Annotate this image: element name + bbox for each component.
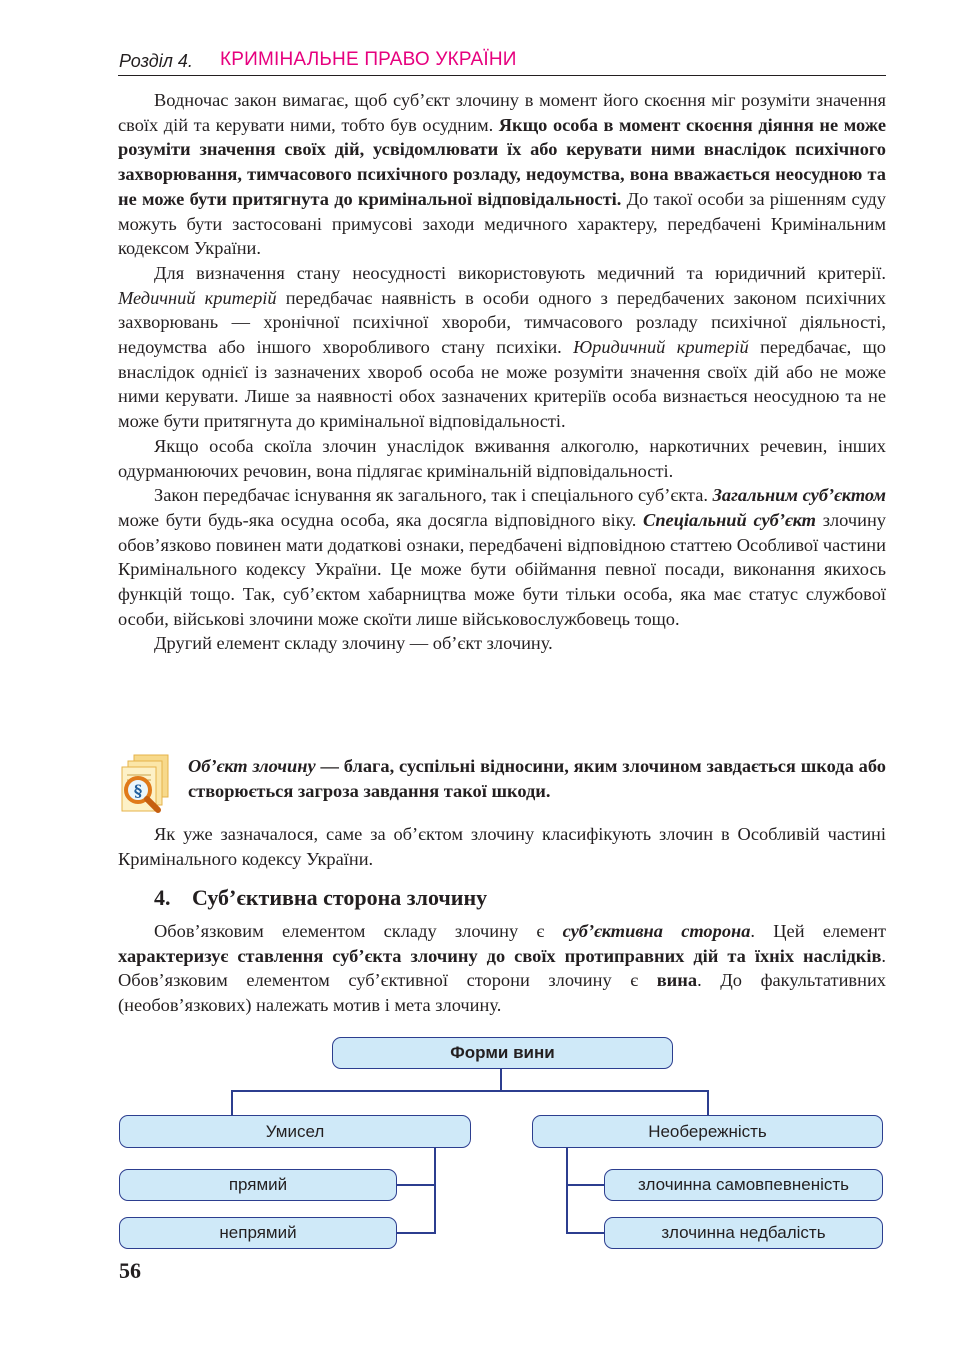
bold-italic-term: суб’єктивна сторона [562, 921, 751, 941]
connector-line [566, 1232, 605, 1234]
diagram-root-box: Форми вини [332, 1037, 673, 1069]
connector-line [566, 1184, 605, 1186]
diagram-intent-box: Умисел [119, 1115, 471, 1148]
connector-line [397, 1232, 436, 1234]
definition-block [118, 753, 886, 813]
italic-term: Юридичний критерій [573, 337, 749, 358]
svg-text:§: § [133, 781, 143, 800]
connector-line [434, 1147, 436, 1234]
text-run: передбачає, що внаслідок однієї із зазначених хвороб особа не може розуміти значення своїх дій або не може ними керувати. Лише за наявності обох зазначених критеріїв особа визнається неосудною та не може бути притягнута до кримінальної відповідальності. [118, 337, 886, 432]
section-label: Розділ 4. [119, 51, 193, 71]
text-run: Закон передбачає існування як загального, так і спеціального суб’єкта. [154, 485, 713, 506]
bold-text: вина [656, 970, 698, 991]
paragraph [118, 88, 886, 261]
connector-line [231, 1090, 709, 1092]
bold-italic-term: Загальним суб’єктом [712, 485, 886, 506]
connector-line [397, 1184, 436, 1186]
connector-line [500, 1068, 502, 1091]
diagram-indirect-intent-box: непрямий [119, 1217, 397, 1249]
text-run: може бути будь-яка осудна особа, яка досягла відповідного віку. [118, 509, 644, 530]
text-run: . До факультативних (необов’язкових) належать мотив і мета злочину. [118, 970, 886, 1016]
subjective-paragraph-block [118, 919, 886, 1018]
section-title: КРИМІНАЛЬНЕ ПРАВО УКРАЇНИ [220, 49, 517, 70]
text-run: До такої особи за рішенням суду можуть бути застосовані примусові заходи медичного характеру, передбачені Кримінальним кодексом України. [118, 188, 886, 259]
text-run: злочину обов’язково повинен мати додаткові ознаки, передбачені відповідною статтею Особливої частини Кримінального кодексу України. Це може бути обіймання певної посади, виконання якихось функцій тощо. Так, суб’єктом хабарництва може бути тільки особа, яка має статус службової особи, військові злочини може скоїти лише військовослужбовець тощо. [118, 509, 886, 629]
connector-line [566, 1147, 568, 1234]
section-number: 4. [154, 885, 171, 910]
running-header [118, 48, 886, 76]
main-text-continued [118, 822, 886, 871]
paragraph [118, 919, 886, 1018]
paragraph [118, 261, 886, 434]
bold-text: характеризує ставлення суб’єкта злочину до своїх протиправних дій та їхніх наслідків [118, 945, 882, 966]
italic-term: Медичний критерій [118, 287, 277, 308]
paragraph: Як уже зазначалося, саме за об’єктом злочину класифікують злочин в Особливій частині Кримінального кодексу України. [118, 824, 886, 869]
connector-line [707, 1090, 709, 1115]
text-run: Якщо особа скоїла злочин унаслідок вживання алкоголю, наркотичних речевин, інших одурманюючих речовин, вона підлягає кримінальній відповідальності. [118, 435, 886, 481]
text-run: передбачає наявність в особи одного з передбачених законом психічних захворювань — хронічної психічної хвороби, тимчасового розладу психічної діяльності, недоумства або іншого хворобливого стану психіки. [118, 287, 886, 358]
document-magnifier-paragraph-icon [118, 753, 174, 813]
bold-text: Якщо особа в момент скоєння діяння не може розуміти значення своїх дій, усвідомлювати їх або керувати ними внаслідок психічного захворювання, тимчасового психічного розладу, недоумства, вона вважається неосудною та не може бути притягнута до кримінальної відповідальності. [118, 114, 886, 209]
section-heading [154, 885, 487, 911]
connector-line [231, 1090, 233, 1115]
diagram-direct-intent-box: прямий [119, 1169, 397, 1201]
text-run: Для визначення стану неосудності використовують медичний та юридичний критерії. [154, 262, 886, 283]
paragraph [118, 483, 886, 631]
text-run: Другий елемент складу злочину — об’єкт злочину. [154, 633, 553, 654]
bold-italic-term: Спеціальний суб’єкт [643, 509, 816, 530]
text-run: Обов’язковим елементом складу злочину є [154, 921, 563, 941]
definition-text [188, 754, 886, 804]
paragraph [118, 631, 886, 656]
definition-term: Об’єкт злочину [188, 756, 316, 776]
main-text [118, 88, 886, 656]
text-run: . Обов’язковим елементом суб’єктивної сторони злочину є [118, 945, 886, 991]
paragraph [118, 434, 886, 483]
section-heading-title: Суб’єктивна сторона злочину [192, 885, 488, 910]
text-run: . Цей елемент [750, 921, 886, 941]
text-run: Водночас закон вимагає, щоб суб’єкт злочину в момент його скоєння міг розуміти значення своїх дій та керувати ними, тобто був осудним. [118, 90, 886, 135]
diagram-negligence-box: Необережність [532, 1115, 883, 1148]
page-number: 56 [119, 1258, 141, 1283]
definition-body: — блага, суспільні відносини, яким злочином завдається шкода або створюється загроза завдання такої шкоди. [188, 756, 887, 801]
diagram-carelessness-box: злочинна недбалість [604, 1217, 883, 1249]
diagram-self-confidence-box: злочинна самовпевненість [604, 1169, 883, 1201]
